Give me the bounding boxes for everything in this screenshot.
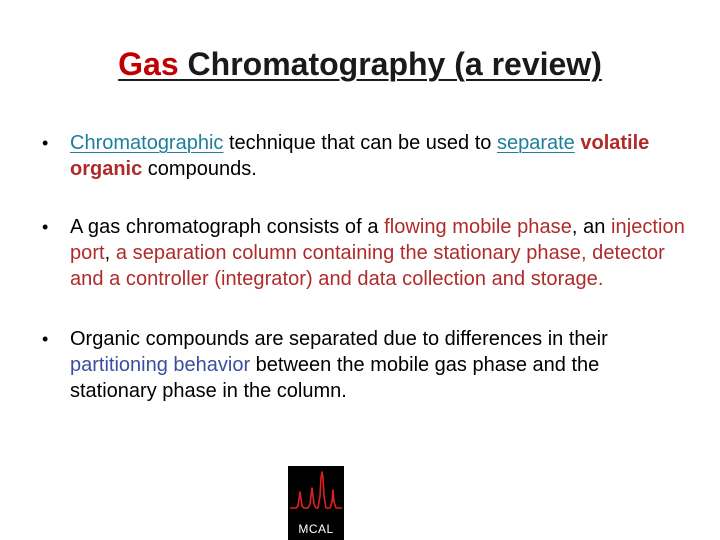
bullet-item-3: • Organic compounds are separated due to differences in their partitioning behavior between the mobile gas phase and the stationary phase in the column. (40, 326, 690, 404)
term-chromatographic: Chromatographic (70, 132, 224, 154)
term-injection-port: injection port (70, 216, 685, 264)
mcal-logo (288, 466, 344, 540)
chromatogram-peaks-icon (288, 466, 344, 522)
bullet-list (40, 130, 690, 404)
term-partitioning-behavior: partitioning behavior (70, 354, 251, 376)
bullet-item-2: • A gas chromatograph consists of a flowing mobile phase, an injection port, a separation column containing the stationary phase, detector and a controller (integrator) and data collection and storage. (40, 214, 690, 292)
term-volatile-organic: volatile organic (70, 132, 650, 180)
slide-title (0, 46, 720, 83)
term-column-components: a separation column containing the stationary phase, detector and a controller (integrator) and data collection and storage. (70, 242, 665, 290)
term-flowing-mobile-phase: flowing mobile phase (384, 216, 572, 238)
bullet-item-1: • Chromatographic technique that can be used to separate volatile organic compounds. (40, 130, 690, 182)
chromatogram-trace (290, 472, 342, 508)
title-gas: Gas (118, 46, 179, 82)
term-separate: separate (496, 132, 575, 154)
title-rest: Chromatography (a review) (178, 46, 602, 82)
logo-text: MCAL (298, 522, 334, 536)
